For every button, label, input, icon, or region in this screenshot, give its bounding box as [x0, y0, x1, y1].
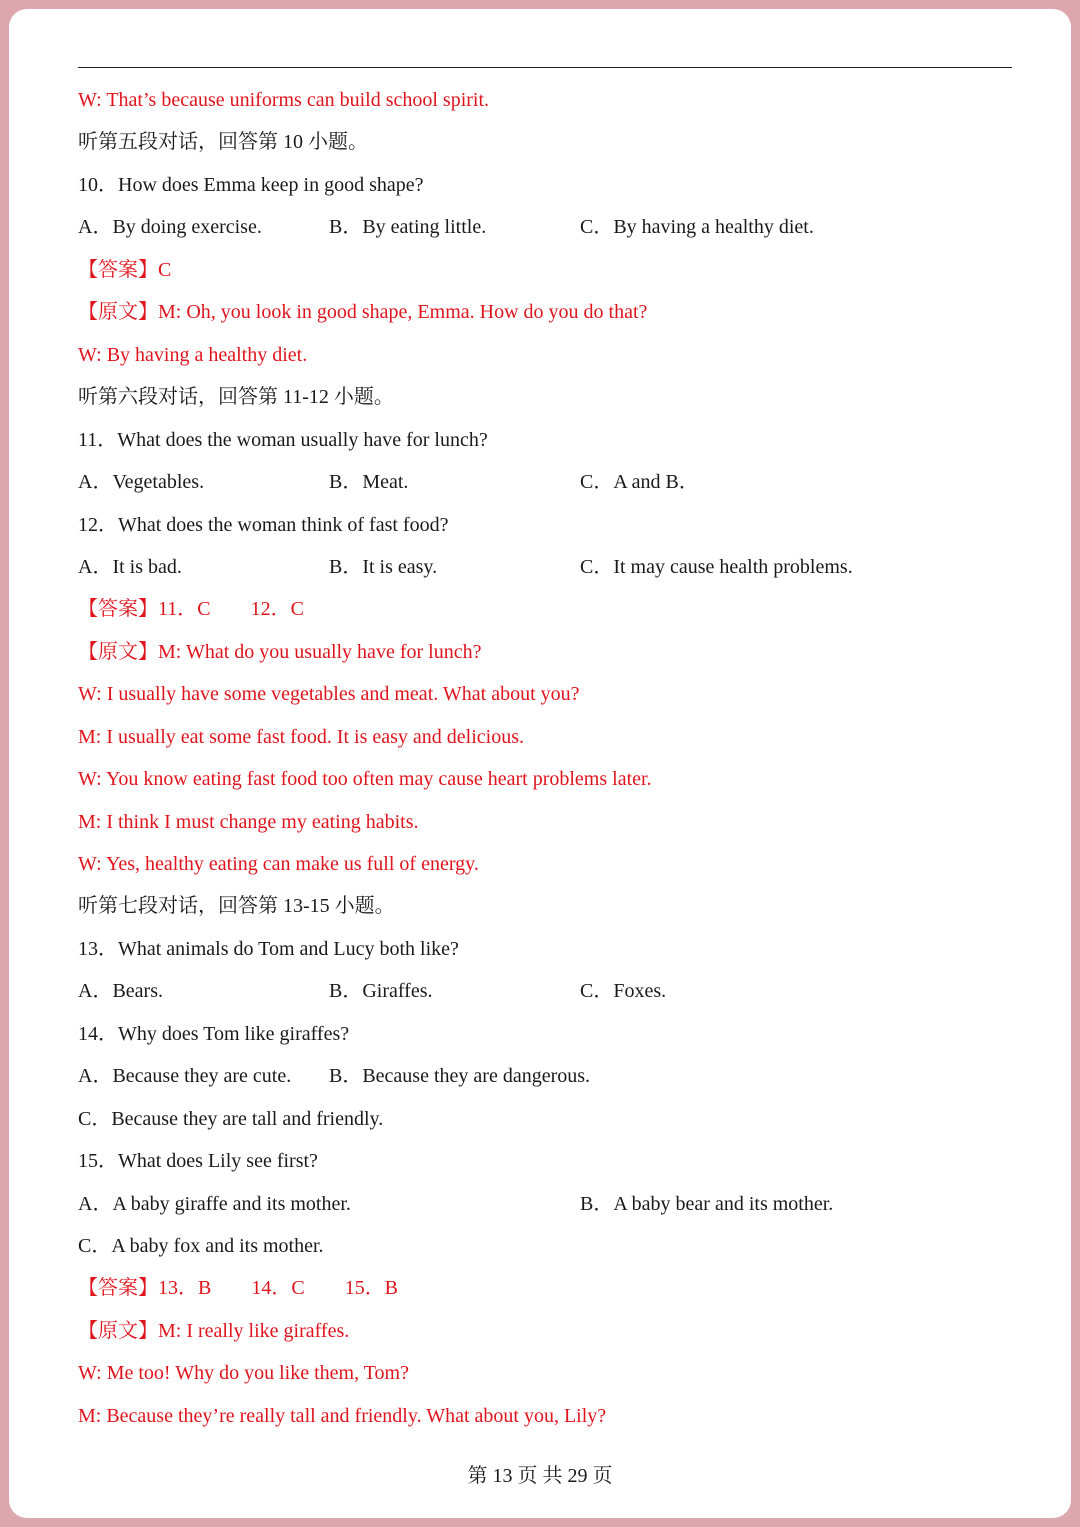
- transcript-line: W: I usually have some vegetables and meat. What about you?: [78, 683, 580, 705]
- transcript-line: W: Me too! Why do you like them, Tom?: [78, 1362, 409, 1384]
- section-instruction: 听第六段对话，回答第 11-12 小题。: [78, 386, 394, 408]
- transcript-line: 【原文】M: What do you usually have for lunch?: [78, 641, 482, 663]
- section-instruction: 听第五段对话，回答第 10 小题。: [78, 131, 368, 153]
- transcript-line: W: By having a healthy diet.: [78, 344, 308, 366]
- answer-line: 【答案】C: [78, 259, 172, 281]
- question-stem: 11．What does the woman usually have for lunch?: [78, 429, 488, 451]
- header-rule: [78, 67, 1012, 68]
- option-b: B．Because they are dangerous.: [329, 1065, 591, 1087]
- answer-line: [78, 596, 304, 622]
- option-c: C．It may cause health problems.: [580, 556, 853, 578]
- question-options: [78, 554, 978, 580]
- transcript-line: M: I usually eat some fast food. It is easy and delicious.: [78, 726, 525, 748]
- question-stem: 15．What does Lily see first?: [78, 1150, 318, 1172]
- option-a: A．Vegetables.: [78, 471, 205, 493]
- option-b: B．A baby bear and its mother.: [580, 1193, 834, 1215]
- transcript-line: W: You know eating fast food too often may cause heart problems later.: [78, 768, 652, 790]
- section-instruction: 听第七段对话，回答第 13-15 小题。: [78, 895, 395, 917]
- answer-line: [78, 1275, 398, 1301]
- option-a: A．A baby giraffe and its mother.: [78, 1193, 351, 1215]
- option-c: C．Foxes.: [580, 980, 667, 1002]
- transcript-line: W: Yes, healthy eating can make us full of energy.: [78, 853, 479, 875]
- question-options: [78, 1063, 978, 1089]
- question-stem: 14．Why does Tom like giraffes?: [78, 1023, 350, 1045]
- option-a: A．Because they are cute.: [78, 1065, 292, 1087]
- document-page: [9, 9, 1071, 1518]
- answer-item: 12．C: [250, 598, 304, 620]
- option-b: B．Meat.: [329, 471, 409, 493]
- question-options: [78, 1191, 978, 1217]
- question-stem: 12．What does the woman think of fast food?: [78, 514, 449, 536]
- transcript-line: M: I think I must change my eating habits.: [78, 811, 419, 833]
- transcript-line: W: That’s because uniforms can build school spirit.: [78, 89, 490, 111]
- answer-item: 14．C: [251, 1277, 305, 1299]
- answer-item: 15．B: [344, 1277, 399, 1299]
- option-c: C．A baby fox and its mother.: [78, 1235, 324, 1257]
- answer-label: 【答案】11．C: [78, 598, 211, 620]
- transcript-line: M: Because they’re really tall and friendly. What about you, Lily?: [78, 1405, 607, 1427]
- question-stem: 10．How does Emma keep in good shape?: [78, 174, 424, 196]
- option-b: B．By eating little.: [329, 216, 487, 238]
- transcript-line: 【原文】M: Oh, you look in good shape, Emma. How do you do that?: [78, 301, 648, 323]
- option-b: B．It is easy.: [329, 556, 438, 578]
- option-a: A．Bears.: [78, 980, 163, 1002]
- option-c: C．Because they are tall and friendly.: [78, 1108, 384, 1130]
- option-a: A．It is bad.: [78, 556, 182, 578]
- transcript-line: 【原文】M: I really like giraffes.: [78, 1320, 350, 1342]
- question-options: [78, 978, 978, 1004]
- option-b: B．Giraffes.: [329, 980, 433, 1002]
- option-c: C．A and B．: [580, 471, 699, 493]
- option-a: A．By doing exercise.: [78, 216, 262, 238]
- page-number: 第 13 页 共 29 页: [467, 1465, 613, 1487]
- answer-label: 【答案】13．B: [78, 1277, 212, 1299]
- question-stem: 13．What animals do Tom and Lucy both like?: [78, 938, 459, 960]
- question-options: [78, 214, 978, 240]
- option-c: C．By having a healthy diet.: [580, 216, 814, 238]
- question-options: [78, 469, 978, 495]
